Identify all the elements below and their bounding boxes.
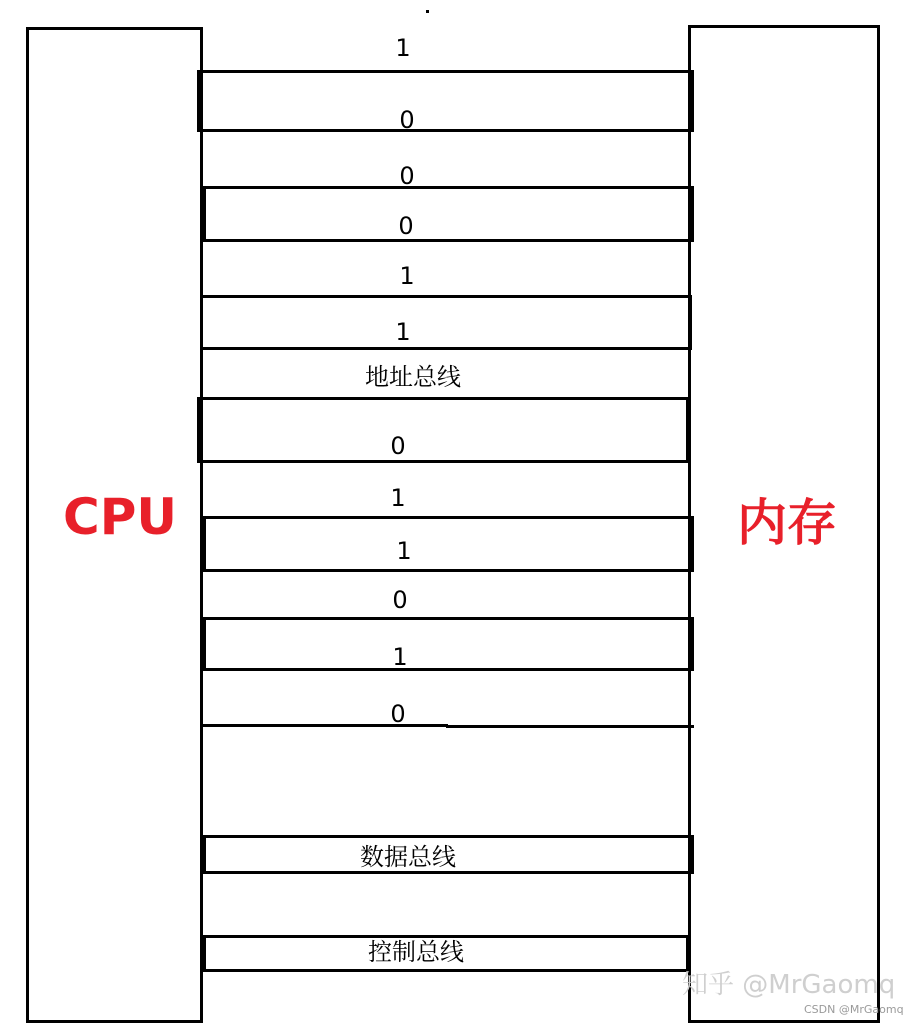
address-bit: 1 bbox=[395, 318, 411, 346]
watermark-sub: CSDN @MrGaomq bbox=[804, 1003, 904, 1016]
data-bit: 1 bbox=[396, 537, 412, 565]
data-bit: 0 bbox=[390, 700, 406, 728]
data-bus-line-end bbox=[203, 724, 448, 727]
data-bus-line bbox=[203, 516, 694, 572]
cpu-label: CPU bbox=[63, 488, 177, 546]
data-bus-line-end bbox=[446, 725, 694, 728]
address-bus-line bbox=[203, 186, 694, 242]
memory-label: 内存 bbox=[737, 494, 837, 552]
data-bit: 0 bbox=[390, 432, 406, 460]
address-bus-line bbox=[200, 295, 692, 350]
address-bit: 0 bbox=[398, 212, 414, 240]
address-bit: 1 bbox=[399, 262, 415, 290]
data-bit: 1 bbox=[392, 643, 408, 671]
data-bus-label: 数据总线 bbox=[360, 843, 456, 871]
control-bus-label: 控制总线 bbox=[368, 938, 464, 966]
data-bus-line bbox=[203, 617, 694, 671]
address-bus-line bbox=[197, 70, 694, 132]
data-bit: 0 bbox=[392, 586, 408, 614]
address-bus-label: 地址总线 bbox=[365, 363, 461, 391]
data-bit: 1 bbox=[390, 484, 406, 512]
data-bus-line bbox=[197, 397, 689, 463]
watermark-main: 知乎 @MrGaomq bbox=[682, 970, 896, 1000]
address-bit: 0 bbox=[399, 106, 415, 134]
dot-mark bbox=[426, 10, 429, 13]
address-bit: 0 bbox=[399, 162, 415, 190]
address-bit: 1 bbox=[395, 34, 411, 62]
